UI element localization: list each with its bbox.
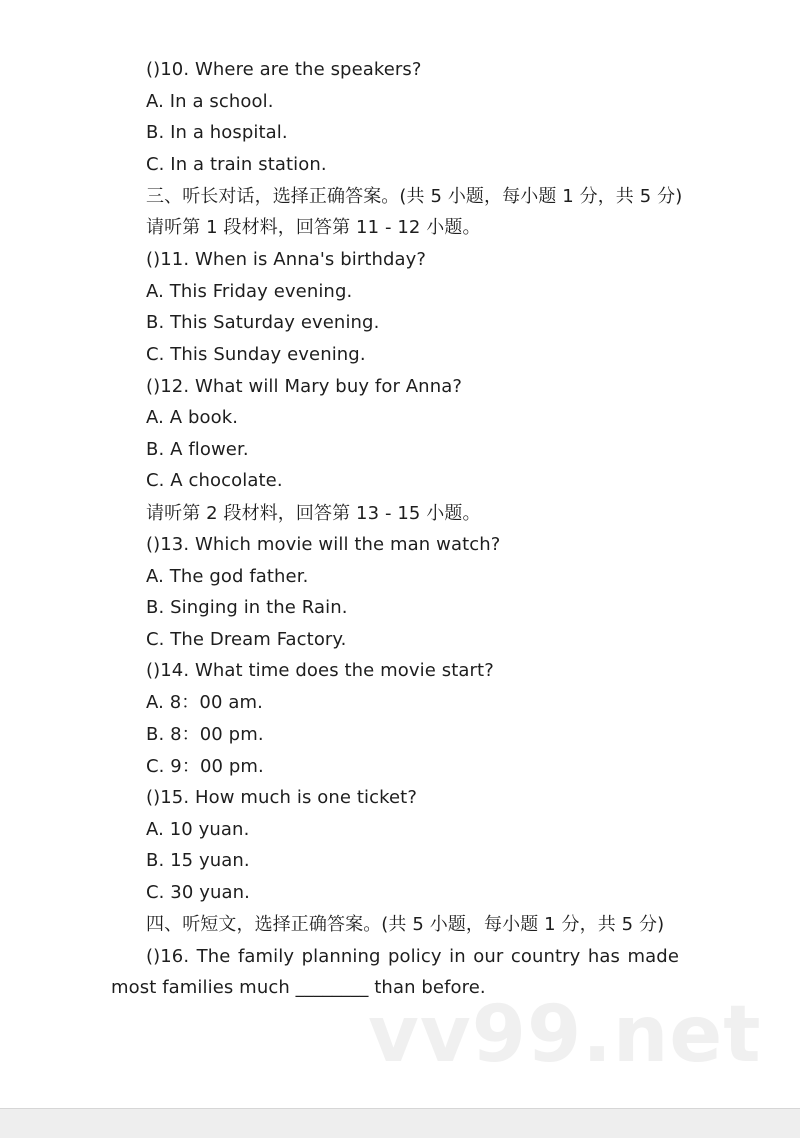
material-2-instruction: 请听第 2 段材料，回答第 13 - 15 小题。 [146, 503, 481, 524]
option-12-b: B. A flower. [146, 439, 249, 460]
question-15: ()15. How much is one ticket? [146, 787, 417, 808]
question-11: ()11. When is Anna's birthday? [146, 249, 427, 270]
option-10-b: B. In a hospital. [146, 122, 288, 143]
question-14: ()14. What time does the movie start? [146, 660, 494, 681]
section-3-heading: 三、听长对话，选择正确答案。(共 5 小题，每小题 1 分，共 5 分) [146, 186, 683, 207]
option-11-a: A. This Friday evening. [146, 281, 353, 302]
question-16: ()16. The family planning policy in our country has made [146, 946, 679, 967]
question-10: ()10. Where are the speakers? [146, 59, 422, 80]
option-14-a: A. 8：00 am. [146, 692, 263, 713]
option-12-a: A. A book. [146, 407, 239, 428]
option-13-a: A. The god father. [146, 566, 309, 587]
option-13-b: B. Singing in the Rain. [146, 597, 348, 618]
option-11-c: C. This Sunday evening. [146, 344, 366, 365]
option-13-c: C. The Dream Factory. [146, 629, 347, 650]
watermark-logo: vv99.net [368, 990, 762, 1080]
question-13: ()13. Which movie will the man watch? [146, 534, 501, 555]
option-14-c: C. 9：00 pm. [146, 756, 264, 777]
option-15-c: C. 30 yuan. [146, 882, 250, 903]
question-12: ()12. What will Mary buy for Anna? [146, 376, 462, 397]
option-12-c: C. A chocolate. [146, 470, 283, 491]
option-15-a: A. 10 yuan. [146, 819, 250, 840]
option-14-b: B. 8：00 pm. [146, 724, 264, 745]
question-16-continuation: most families much ________ than before. [111, 977, 486, 998]
option-10-c: C. In a train station. [146, 154, 327, 175]
option-15-b: B. 15 yuan. [146, 850, 250, 871]
page-bottom-bar [0, 1108, 800, 1138]
option-11-b: B. This Saturday evening. [146, 312, 380, 333]
section-4-heading: 四、听短文，选择正确答案。(共 5 小题，每小题 1 分，共 5 分) [146, 914, 665, 935]
material-1-instruction: 请听第 1 段材料，回答第 11 - 12 小题。 [146, 217, 481, 238]
option-10-a: A. In a school. [146, 91, 274, 112]
